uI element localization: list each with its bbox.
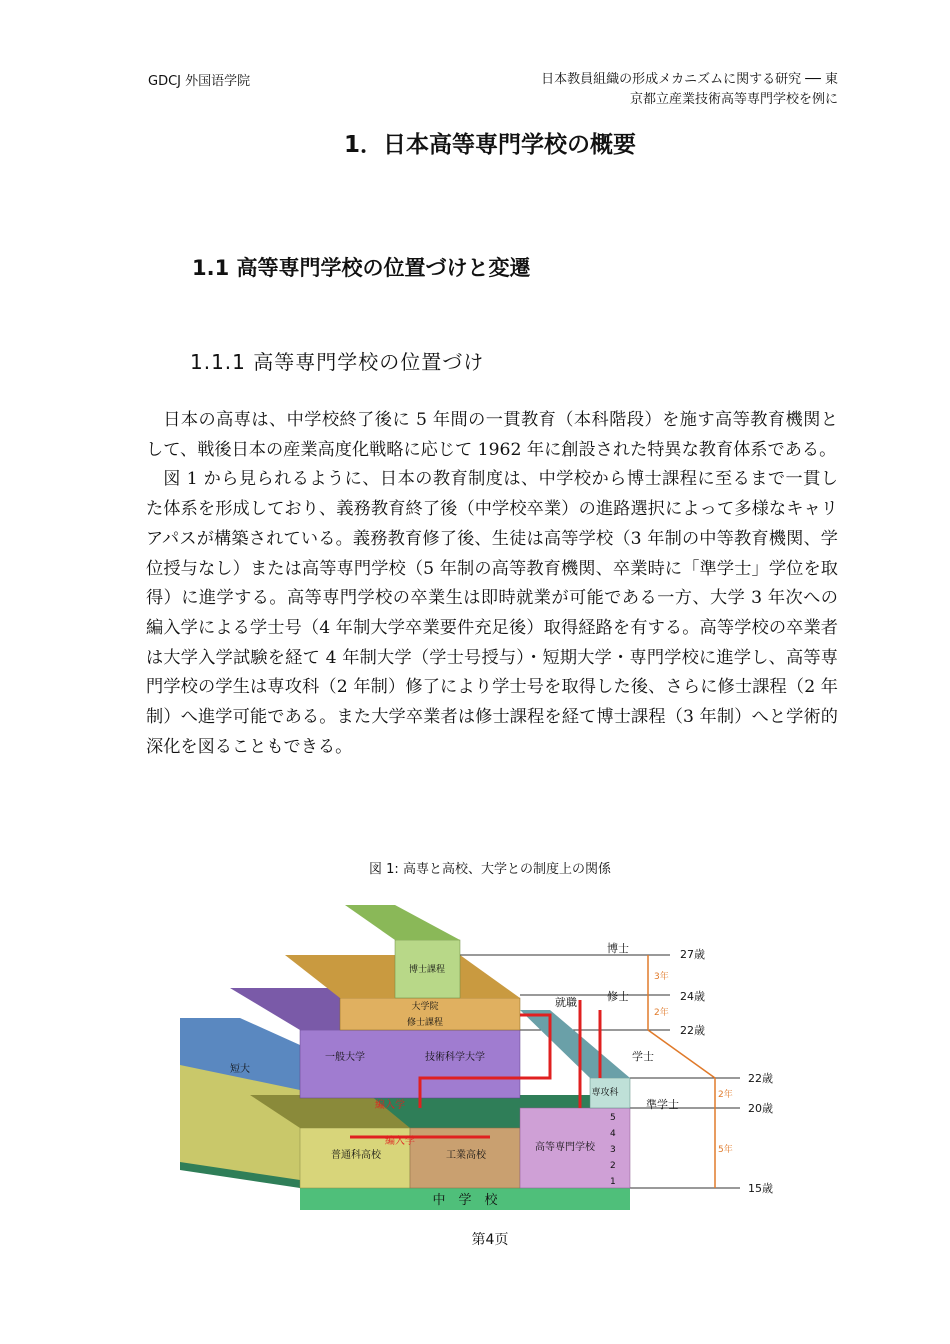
degree-bachelor: 学士 bbox=[632, 1050, 654, 1063]
master-course-label: 修士課程 bbox=[406, 1018, 444, 1028]
years-master: 2年 bbox=[654, 1008, 669, 1018]
years-kosen: 5年 bbox=[718, 1145, 733, 1155]
grad-school-label: 大学院 bbox=[411, 1002, 439, 1012]
degree-doctor: 博士 bbox=[607, 942, 629, 955]
age-24: 24歳 bbox=[680, 990, 705, 1003]
doctor-top bbox=[345, 905, 460, 940]
junior-high-label: 中 学 校 bbox=[432, 1193, 498, 1208]
header-right-line2: 京都立産業技術高等専門学校を例に bbox=[629, 92, 838, 107]
university-front bbox=[300, 1030, 520, 1098]
subsection-title: 1.1.1 高等専門学校の位置づけ bbox=[190, 350, 485, 374]
page-number: 第4页 bbox=[471, 1232, 509, 1248]
tech-high-label: 工業高校 bbox=[446, 1150, 486, 1161]
degree-master: 修士 bbox=[607, 990, 629, 1003]
employment-label: 就職 bbox=[555, 996, 577, 1009]
years-senkoka: 2年 bbox=[718, 1090, 733, 1100]
paragraph-2: 図 1 から見られるように、日本の教育制度は、中学校から博士課程に至るまで一貫した体系を形成しており、義務教育終了後（中学校卒業）の進路選択によって多様なキャリアパスが構築されている。義務教育修了後、生徒は高等学校（3 年制の中等教育機関、学位授与なし）または高等専門学校（5 年制の高等教育機関、卒業時に「準学士」学位を取得）に進学する。高等専門学校の卒業生は即時就業が可能である一方、大学 3 年次への編入学による学士号（4 年制大学卒業要件充足後）取得経路を有する。高等学校の卒業者は大学入学試験を経て 4 年制大学（学士号授与）・短期大学・専門学校に進学し、高等専門学校の学生は専攻科（2 年制）修了により学士号を取得した後、さらに修士課程（2 年制）へ進学可能である。また大学卒業者は修士課程を経て博士課程（3 年制）へと学術的深化を図ることもできる。 bbox=[146, 469, 838, 757]
age-27: 27歳 bbox=[680, 948, 705, 961]
header-right bbox=[478, 70, 838, 110]
university-label: 一般大学 bbox=[325, 1052, 365, 1063]
senkoka-label: 専攻科 bbox=[591, 1088, 619, 1098]
kosen-label: 高等専門学校 bbox=[535, 1142, 595, 1153]
tech-university-label: 技術科学大学 bbox=[425, 1052, 485, 1063]
body-text bbox=[146, 406, 838, 762]
degree-associate: 準学士 bbox=[646, 1098, 679, 1111]
header-left: GDCJ 外国语学院 bbox=[148, 74, 251, 89]
senkoka-top bbox=[520, 1010, 630, 1078]
kosen-grade-1: 1 bbox=[610, 1177, 616, 1187]
figure-caption: 図 1: 高専と高校、大学との制度上の関係 bbox=[369, 862, 611, 877]
kosen-grade-5: 5 bbox=[610, 1113, 616, 1123]
education-system-diagram bbox=[170, 900, 790, 1220]
age-20: 20歳 bbox=[748, 1102, 773, 1115]
junior-college-label: 短大 bbox=[230, 1064, 250, 1075]
age-22-b: 22歳 bbox=[748, 1072, 773, 1085]
kosen-grade-2: 2 bbox=[610, 1161, 616, 1171]
chapter-title: 1．日本高等専門学校の概要 bbox=[343, 132, 636, 158]
age-15: 15歳 bbox=[748, 1182, 773, 1195]
paragraph-1: 日本の高専は、中学校終了後に 5 年間の一貫教育（本科階段）を施す高等教育機関として、戦後日本の産業高度化戦略に応じて 1962 年に創設された特異な教育体系である。 bbox=[146, 410, 838, 460]
doctor-label: 博士課程 bbox=[408, 965, 446, 975]
age-22-a: 22歳 bbox=[680, 1024, 705, 1037]
section-title: 1.1 高等専門学校の位置づけと変遷 bbox=[192, 256, 531, 280]
header-right-line1: 日本教員組織の形成メカニズムに関する研究 ── 東 bbox=[541, 72, 838, 87]
education-system-figure bbox=[170, 900, 790, 1220]
kosen-grade-4: 4 bbox=[610, 1129, 616, 1139]
years-doctor: 3年 bbox=[654, 972, 669, 982]
high-school-label: 普通科高校 bbox=[331, 1150, 381, 1161]
transfer-label-2: 編入学 bbox=[385, 1136, 415, 1147]
transfer-label-1: 編入学 bbox=[375, 1100, 405, 1111]
kosen-grade-3: 3 bbox=[610, 1145, 616, 1155]
